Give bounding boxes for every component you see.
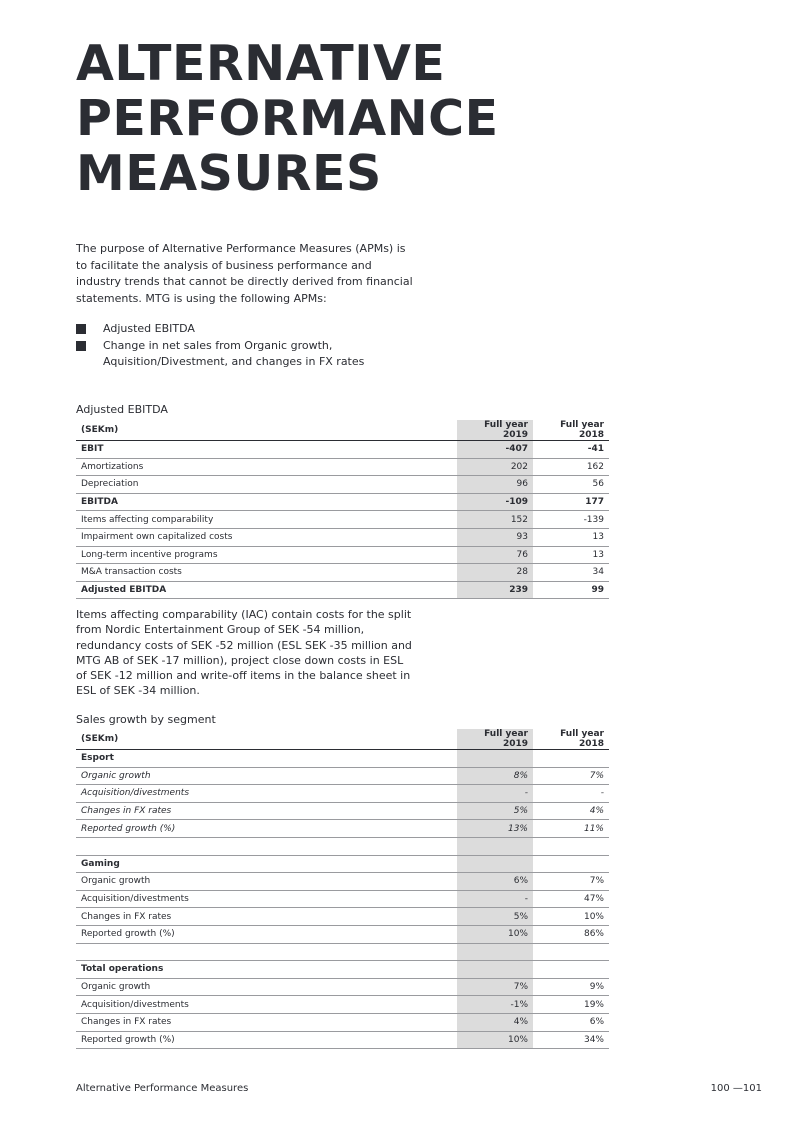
value-2018: 13 <box>533 546 609 564</box>
bullet-item <box>76 321 396 338</box>
value-2018 <box>533 943 609 961</box>
value-2018: 6% <box>533 1013 609 1031</box>
value-2019: 10% <box>457 925 533 943</box>
title-line: PERFORMANCE <box>76 90 499 147</box>
value-2019: 4% <box>457 1013 533 1031</box>
row-label: Depreciation <box>76 476 457 494</box>
value-2019: 96 <box>457 476 533 494</box>
row-label: M&A transaction costs <box>76 564 457 582</box>
table-row <box>76 476 609 494</box>
table-row <box>76 785 609 803</box>
value-2018 <box>533 837 609 855</box>
value-2019: 76 <box>457 546 533 564</box>
value-2018: -41 <box>533 441 609 459</box>
value-2018: 7% <box>533 873 609 891</box>
row-label: EBIT <box>76 441 457 459</box>
column-header: (SEKm) <box>76 420 457 441</box>
bullet-text: Change in net sales from Organic growth, Aquisition/Divestment, and changes in FX rates <box>103 338 365 368</box>
row-label: Organic growth <box>76 767 457 785</box>
table-row <box>76 581 609 599</box>
value-2018: 86% <box>533 925 609 943</box>
table-row <box>76 511 609 529</box>
value-2019 <box>457 943 533 961</box>
row-label: Reported growth (%) <box>76 820 457 838</box>
table-row <box>76 750 609 768</box>
table-row <box>76 925 609 943</box>
value-2018: 47% <box>533 890 609 908</box>
bullet-item <box>76 338 396 371</box>
value-2018: - <box>533 785 609 803</box>
value-2019 <box>457 750 533 768</box>
bullet-text: Adjusted EBITDA <box>103 322 195 335</box>
value-2019: 28 <box>457 564 533 582</box>
row-label: Items affecting comparability <box>76 511 457 529</box>
value-2019: -1% <box>457 996 533 1014</box>
value-2018: 34 <box>533 564 609 582</box>
table-row <box>76 996 609 1014</box>
row-label: Long-term incentive programs <box>76 546 457 564</box>
row-label: Acquisition/divestments <box>76 890 457 908</box>
table-row <box>76 837 609 855</box>
value-2019: 5% <box>457 908 533 926</box>
value-2019: 202 <box>457 458 533 476</box>
value-2018 <box>533 750 609 768</box>
value-2019: 7% <box>457 978 533 996</box>
table-row <box>76 1031 609 1049</box>
column-header: Full year 2018 <box>533 729 609 750</box>
value-2019: - <box>457 785 533 803</box>
value-2019 <box>457 961 533 979</box>
row-label: Total operations <box>76 961 457 979</box>
row-label: EBITDA <box>76 493 457 511</box>
table-row <box>76 908 609 926</box>
row-label: Impairment own capitalized costs <box>76 528 457 546</box>
row-label: Amortizations <box>76 458 457 476</box>
table-row <box>76 978 609 996</box>
value-2018: 177 <box>533 493 609 511</box>
value-2018 <box>533 855 609 873</box>
value-2019: 10% <box>457 1031 533 1049</box>
table-row <box>76 820 609 838</box>
row-label: Reported growth (%) <box>76 1031 457 1049</box>
title-line: ALTERNATIVE <box>76 35 446 92</box>
iac-paragraph: Items affecting comparability (IAC) contain costs for the split from Nordic Entertainment Group of SEK -54 million, redundancy costs of SEK -52 million (ESL SEK -35 million and MTG AB of SEK -17 million), project close down costs in ESL of SEK -12 million and write-off items in the balance sheet in ESL of SEK -34 million. <box>76 608 412 698</box>
page-number: 100 —101 <box>710 1083 762 1094</box>
value-2018: -139 <box>533 511 609 529</box>
value-2018 <box>533 961 609 979</box>
sales-growth-title: Sales growth by segment <box>76 713 216 726</box>
value-2018: 4% <box>533 802 609 820</box>
table-row <box>76 546 609 564</box>
column-header: (SEKm) <box>76 729 457 750</box>
row-label: Adjusted EBITDA <box>76 581 457 599</box>
value-2019: -109 <box>457 493 533 511</box>
table-header-row <box>76 729 609 750</box>
value-2019: 8% <box>457 767 533 785</box>
row-label: Organic growth <box>76 873 457 891</box>
row-label: Changes in FX rates <box>76 1013 457 1031</box>
table-row <box>76 855 609 873</box>
table-row <box>76 961 609 979</box>
page-title <box>76 36 499 201</box>
adjusted-ebitda-table <box>76 420 609 599</box>
title-line: MEASURES <box>76 145 382 202</box>
value-2019: 13% <box>457 820 533 838</box>
value-2018: 11% <box>533 820 609 838</box>
row-label: Changes in FX rates <box>76 802 457 820</box>
value-2018: 99 <box>533 581 609 599</box>
column-header: Full year 2018 <box>533 420 609 441</box>
table-row <box>76 873 609 891</box>
column-header: Full year 2019 <box>457 420 533 441</box>
square-bullet-icon <box>76 324 86 334</box>
table-row <box>76 802 609 820</box>
value-2019: 5% <box>457 802 533 820</box>
sales-growth-table <box>76 729 609 1049</box>
table-row <box>76 493 609 511</box>
square-bullet-icon <box>76 341 86 351</box>
value-2018: 56 <box>533 476 609 494</box>
value-2018: 34% <box>533 1031 609 1049</box>
table-row <box>76 1013 609 1031</box>
value-2019: -407 <box>457 441 533 459</box>
value-2018: 13 <box>533 528 609 546</box>
row-label: Gaming <box>76 855 457 873</box>
intro-paragraph: The purpose of Alternative Performance Measures (APMs) is to facilitate the analysis of business performance and industry trends that cannot be directly derived from financial statements. MTG is using the following APMs: <box>76 242 413 305</box>
value-2019: 239 <box>457 581 533 599</box>
row-label <box>76 943 457 961</box>
table-row <box>76 767 609 785</box>
row-label: Reported growth (%) <box>76 925 457 943</box>
value-2019: - <box>457 890 533 908</box>
apm-bullet-list <box>76 321 396 371</box>
table-row <box>76 441 609 459</box>
table-row <box>76 564 609 582</box>
table-row <box>76 890 609 908</box>
table-header-row <box>76 420 609 441</box>
footer-section-name: Alternative Performance Measures <box>76 1083 249 1094</box>
value-2018: 162 <box>533 458 609 476</box>
row-label <box>76 837 457 855</box>
value-2018: 7% <box>533 767 609 785</box>
row-label: Esport <box>76 750 457 768</box>
row-label: Organic growth <box>76 978 457 996</box>
value-2019: 93 <box>457 528 533 546</box>
value-2018: 10% <box>533 908 609 926</box>
adjusted-ebitda-title: Adjusted EBITDA <box>76 403 168 416</box>
value-2019 <box>457 855 533 873</box>
table-row <box>76 943 609 961</box>
column-header: Full year 2019 <box>457 729 533 750</box>
value-2019: 152 <box>457 511 533 529</box>
table-row <box>76 528 609 546</box>
table-row <box>76 458 609 476</box>
row-label: Acquisition/divestments <box>76 996 457 1014</box>
row-label: Changes in FX rates <box>76 908 457 926</box>
value-2018: 19% <box>533 996 609 1014</box>
value-2019: 6% <box>457 873 533 891</box>
value-2019 <box>457 837 533 855</box>
value-2018: 9% <box>533 978 609 996</box>
row-label: Acquisition/divestments <box>76 785 457 803</box>
